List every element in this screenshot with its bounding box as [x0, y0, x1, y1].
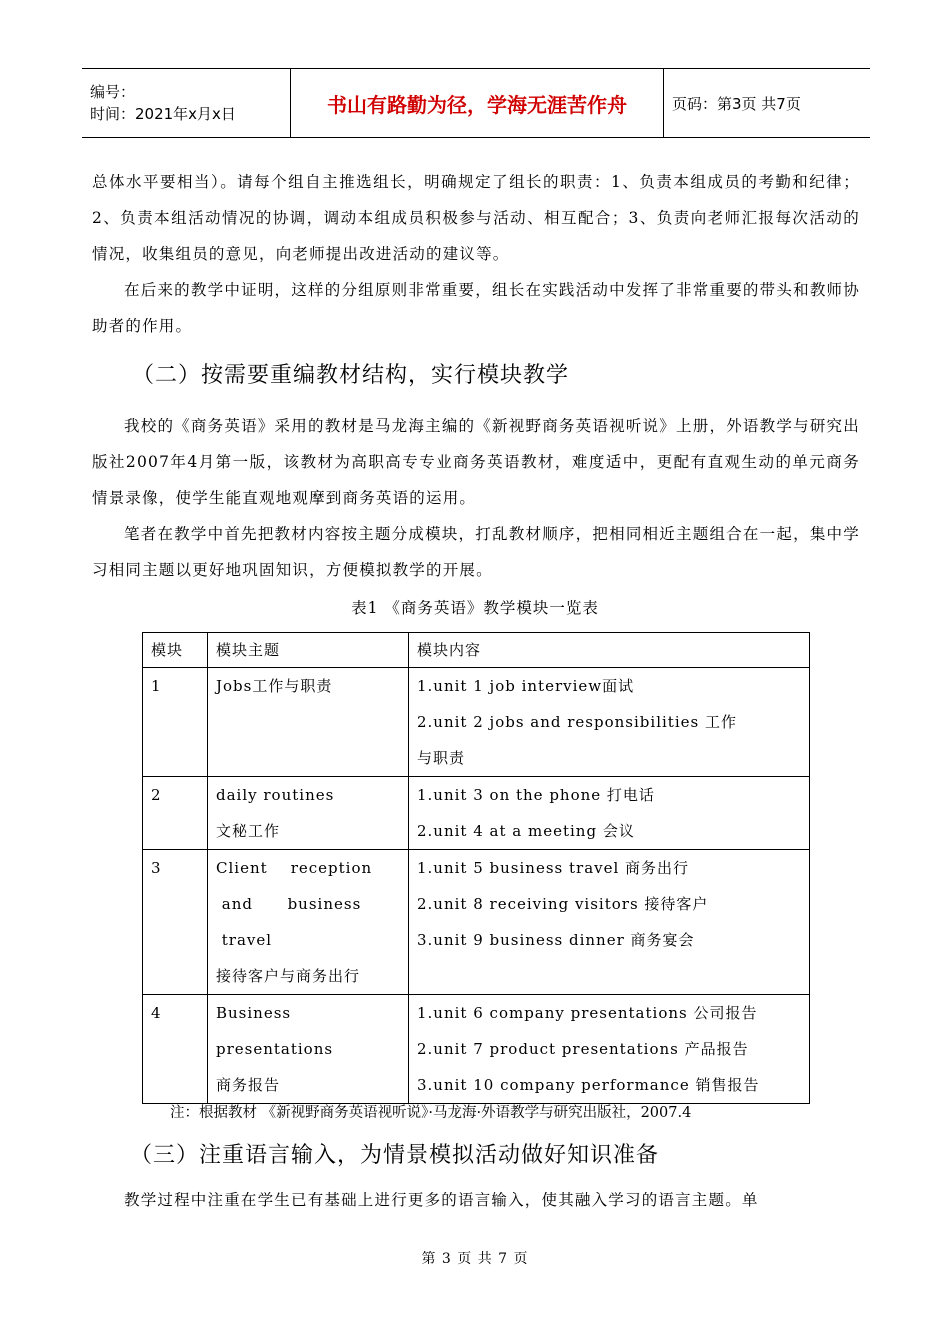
module-content: 1.unit 5 business travel 商务出行 2.unit 8 receiving visitors 接待客户 3.unit 9 business dinner 商务宴会: [409, 850, 810, 995]
module-theme: Client reception and business travel 接待客户与商务出行: [208, 850, 409, 995]
after-table-content: [92, 1130, 860, 1218]
paragraph-5: 教学过程中注重在学生已有基础上进行更多的语言输入，使其融入学习的语言主题。单: [124, 1191, 759, 1209]
module-content: 1.unit 1 job interview面试 2.unit 2 jobs and responsibilities 工作 与职责: [409, 668, 810, 777]
page-footer: 第 3 页 共 7 页: [421, 1251, 529, 1267]
paragraph-4: 笔者在教学中首先把教材内容按主题分成模块，打乱教材顺序，把相同相近主题组合在一起，集中学习相同主题以更好地巩固知识，方便模拟教学的开展。: [92, 525, 860, 579]
table-caption: 表1 《商务英语》教学模块一览表: [351, 599, 599, 617]
paragraph-1: 总体水平要相当）。请每个组自主推选组长，明确规定了组长的职责：1、负责本组成员的考勤和纪律；2、负责本组活动情况的协调，调动本组成员积极参与活动、相互配合；3、负责向老师汇报每次活动的情况，收集组员的意见，向老师提出改进活动的建议等。: [92, 173, 860, 263]
header-left: [82, 69, 291, 137]
header-content: 模块内容: [409, 633, 810, 668]
paragraph-3: 我校的《商务英语》采用的教材是马龙海主编的《新视野商务英语视听说》上册，外语教学与研究出版社2007年4月第一版，该教材为高职高专专业商务英语教材，难度适中，更配有直观生动的单元商务情景录像，使学生能直观地观摩到商务英语的运用。: [92, 417, 860, 507]
module-number: 3: [143, 850, 208, 995]
date-text: 时间：2021年x月x日: [90, 105, 236, 123]
module-theme: Jobs工作与职责: [208, 668, 409, 777]
module-theme: Business presentations 商务报告: [208, 995, 409, 1104]
serial-label: 编号：: [90, 83, 136, 101]
section-heading-2: （二）按需要重编教材结构，实行模块教学: [132, 363, 570, 388]
module-number: 1: [143, 668, 208, 777]
table-row: [143, 777, 810, 850]
table-row: [143, 668, 810, 777]
header-theme: 模块主题: [208, 633, 409, 668]
main-content: [92, 164, 860, 588]
page-header: [82, 68, 870, 138]
header-module: 模块: [143, 633, 208, 668]
table-row: [143, 995, 810, 1104]
module-number: 4: [143, 995, 208, 1104]
section-heading-3: （三）注重语言输入，为情景模拟活动做好知识准备: [130, 1143, 660, 1168]
module-content: 1.unit 6 company presentations 公司报告 2.unit 7 product presentations 产品报告 3.unit 10 company performance 销售报告: [409, 995, 810, 1104]
header-page-info: 页码：第3页 共7页: [672, 94, 801, 113]
table-note: 注：根据教材 《新视野商务英语视听说》·马龙海·外语教学与研究出版社，2007.4: [170, 1105, 692, 1121]
paragraph-2: 在后来的教学中证明，这样的分组原则非常重要，组长在实践活动中发挥了非常重要的带头和教师协助者的作用。: [92, 281, 860, 335]
table-row: [143, 850, 810, 995]
module-number: 2: [143, 777, 208, 850]
header-motto: 书山有路勤为径，学海无涯苦作舟: [291, 69, 664, 137]
module-content: 1.unit 3 on the phone 打电话 2.unit 4 at a meeting 会议: [409, 777, 810, 850]
table-header-row: [143, 633, 810, 668]
module-table: [142, 632, 810, 1104]
module-theme: daily routines 文秘工作: [208, 777, 409, 850]
